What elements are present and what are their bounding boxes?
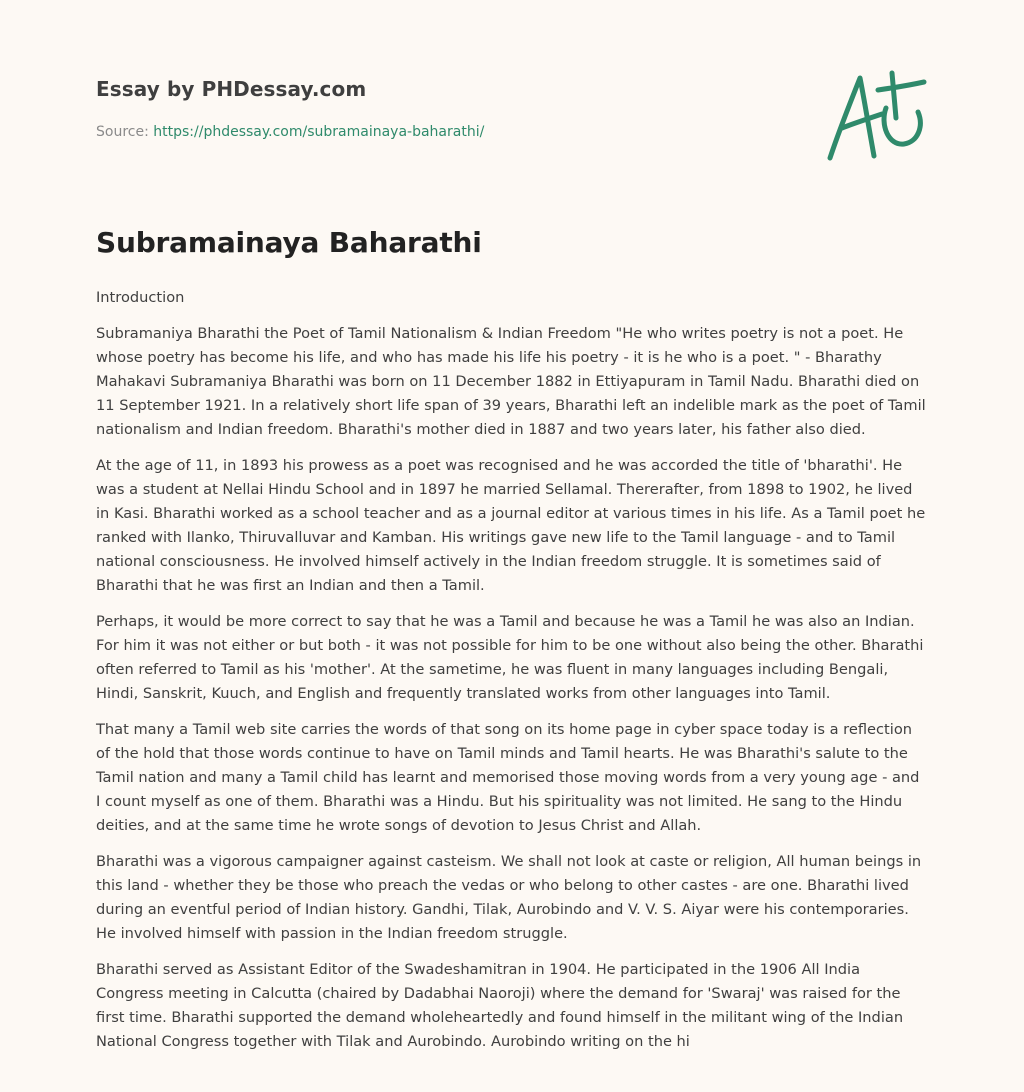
essay-paragraph: Subramaniya Bharathi the Poet of Tamil Nationalism & Indian Freedom "He who writes poetry is not a poet. He whose poetry has become his life, and who has made his life his poetry - it is he who is a poet. " - Bharathy Mahakavi Subramaniya Bharathi was born on 11 December 1882 in Ettiyapuram in Tamil Nadu. Bharathi died on 11 September 1921. In a relatively short life span of 39 years, Bharathi left an indelible mark as the poet of Tamil nationalism and Indian freedom. Bharathi's mother died in 1887 and two years later, his father also died.: [96, 325, 926, 438]
essay-paragraph: That many a Tamil web site carries the words of that song on its home page in cyber space today is a reflection of the hold that those words continue to have on Tamil minds and Tamil hearts. He was Bharathi's salute to the Tamil nation and many a Tamil child has learnt and memorised those moving words from a very young age - and I count myself as one of them. Bharathi was a Hindu. But his spirituality was not limited. He sang to the Hindu deities, and at the same time he wrote songs of devotion to Jesus Christ and Allah.: [96, 721, 920, 834]
essay-body: [96, 286, 926, 1066]
site-brand: Essay by PHDessay.com: [96, 77, 367, 101]
source-line: [96, 124, 484, 140]
source-label: Source:: [96, 124, 154, 140]
essay-paragraph: Bharathi was a vigorous campaigner against casteism. We shall not look at caste or religion, All human beings in this land - whether they be those who preach the vedas or who belong to other castes - are one. Bharathi lived during an eventful period of Indian history. Gandhi, Tilak, Aurobindo and V. V. S. Aiyar were his contemporaries. He involved himself with passion in the Indian freedom struggle.: [96, 853, 922, 942]
essay-paragraph: At the age of 11, in 1893 his prowess as a poet was recognised and he was accorded the title of 'bharathi'. He was a student at Nellai Hindu School and in 1897 he married Sellamal. Thererafter, from 1898 to 1902, he lived in Kasi. Bharathi worked as a school teacher and as a journal editor at various times in his life. As a Tamil poet he ranked with Ilanko, Thiruvalluvar and Kamban. His writings gave new life to the Tamil language - and to Tamil national consciousness. He involved himself actively in the Indian freedom struggle. It is sometimes said of Bharathi that he was first an Indian and then a Tamil.: [96, 457, 926, 594]
a-plus-logo-icon: [822, 68, 932, 168]
essay-paragraph: Bharathi served as Assistant Editor of the Swadeshamitran in 1904. He participated in the 1906 All India Congress meeting in Calcutta (chaired by Dadabhai Naoroji) where the demand for 'Swaraj' was raised for the first time. Bharathi supported the demand wholeheartedly and found himself in the militant wing of the Indian National Congress together with Tilak and Aurobindo. Aurobindo writing on the hi: [96, 961, 904, 1050]
source-link[interactable]: https://phdessay.com/subramainaya-baharathi/: [153, 124, 485, 140]
essay-paragraph: Introduction: [96, 289, 185, 306]
essay-paragraph: Perhaps, it would be more correct to say that he was a Tamil and because he was a Tamil he was also an Indian. For him it was not either or but both - it was not possible for him to be one without also being the other. Bharathi often referred to Tamil as his 'mother'. At the sametime, he was fluent in many languages including Bengali, Hindi, Sanskrit, Kuuch, and English and frequently translated works from other languages into Tamil.: [96, 613, 924, 702]
essay-title: Subramainaya Baharathi: [96, 226, 482, 259]
